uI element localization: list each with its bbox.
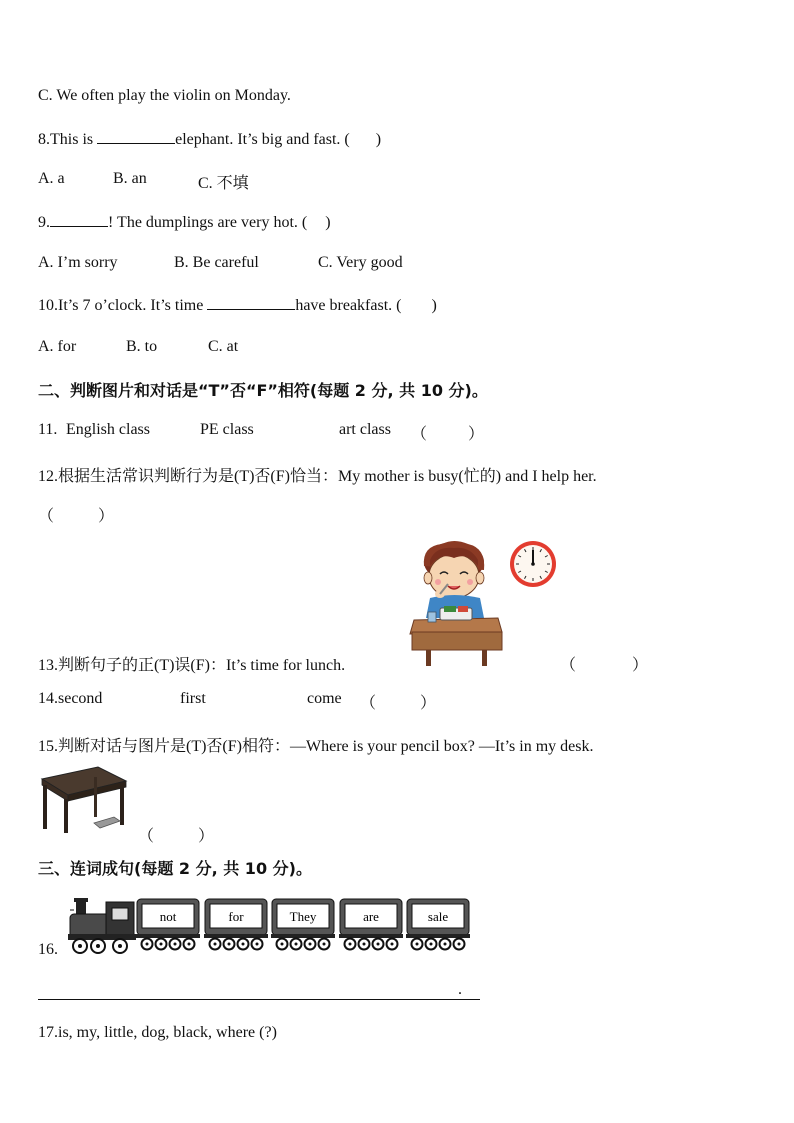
q9-blank[interactable] — [50, 212, 108, 227]
q12-stem: 12.根据生活常识判断行为是(T)否(F)恰当：My mother is busy(忙的) and I help her. — [38, 468, 597, 485]
train-car-word: sale — [427, 909, 449, 924]
q14-word-second: 14.second — [38, 690, 103, 707]
q11-paren-open: （ — [411, 426, 428, 443]
q10-option-b: B. to — [126, 338, 158, 355]
q11-word-art-class: art class — [339, 421, 391, 438]
q7-option-c: C. We often play the violin on Monday. — [38, 87, 291, 104]
train-car-word: They — [289, 909, 317, 924]
train-car — [339, 898, 403, 952]
q14-paren-open: （ — [360, 695, 377, 712]
train-car — [271, 898, 335, 952]
q9-paren-close: ) — [325, 214, 331, 231]
boy-eating-illustration — [410, 540, 505, 668]
q12-paren-open: （ — [38, 508, 55, 525]
q8-option-a: A. a — [38, 170, 65, 187]
q14-paren-close: ） — [420, 695, 437, 712]
q9-stem — [38, 212, 331, 232]
q13-paren-open: （ — [560, 657, 577, 674]
q15-paren-close: ） — [198, 828, 215, 845]
q15-stem: 15.判断对话与图片是(T)否(F)相符：—Where is your pencil box? —It’s in my desk. — [38, 738, 594, 755]
q9-option-c: C. Very good — [318, 254, 403, 271]
q10-stem-after: have breakfast. ( — [295, 297, 402, 314]
q8-option-b: B. an — [113, 170, 147, 187]
train-car — [136, 898, 200, 952]
q14-word-come: come — [307, 690, 342, 707]
q11-word-english-class: English class — [66, 421, 150, 438]
q15-paren-open: （ — [138, 828, 155, 845]
train-car — [204, 898, 268, 952]
train-locomotive-icon — [66, 896, 138, 956]
q13-stem: 13.判断句子的正(T)误(F)：It’s time for lunch. — [38, 657, 346, 674]
q16-answer-line[interactable] — [38, 999, 480, 1000]
q11-number: 11. — [38, 421, 58, 438]
q9-option-a: A. I’m sorry — [38, 254, 118, 271]
section2-heading: 二、判断图片和对话是“T”否“F”相符(每题 2 分, 共 10 分)。 — [38, 381, 488, 400]
q11-word-pe-class: PE class — [200, 421, 254, 438]
q10-option-a: A. for — [38, 338, 77, 355]
q10-stem — [38, 295, 437, 315]
q8-stem-before: 8.This is — [38, 131, 98, 148]
q8-stem — [38, 129, 381, 149]
train-car-word: are — [362, 909, 379, 924]
q12-paren-close: ） — [98, 508, 115, 525]
q13-paren-close: ） — [632, 657, 649, 674]
q8-blank[interactable] — [97, 129, 175, 144]
train-car-word: not — [159, 909, 177, 924]
section3-heading: 三、连词成句(每题 2 分, 共 10 分)。 — [38, 859, 312, 878]
q10-paren-close: ) — [431, 297, 437, 314]
q10-stem-before: 10.It’s 7 o’clock. It’s time — [38, 297, 208, 314]
q16-number: 16. — [38, 941, 58, 958]
q8-option-c: C. 不填 — [198, 175, 249, 192]
train-car — [406, 898, 470, 952]
q16-end-mark: . — [458, 981, 462, 998]
q9-option-b: B. Be careful — [174, 254, 259, 271]
clock-icon — [508, 539, 558, 589]
q9-stem-before: 9. — [38, 214, 50, 231]
q14-word-first: first — [180, 690, 206, 707]
q17-stem: 17.is, my, little, dog, black, where (?) — [38, 1024, 277, 1041]
q10-blank[interactable] — [207, 295, 295, 310]
q8-paren-close: ) — [375, 131, 382, 148]
train-car-word: for — [227, 909, 244, 924]
q11-paren-close: ） — [468, 426, 485, 443]
q9-stem-after: ! The dumplings are very hot. ( — [108, 214, 308, 231]
q10-option-c: C. at — [208, 338, 239, 355]
q8-stem-after: elephant. It’s big and fast. ( — [175, 131, 350, 148]
desk-illustration — [38, 765, 130, 835]
